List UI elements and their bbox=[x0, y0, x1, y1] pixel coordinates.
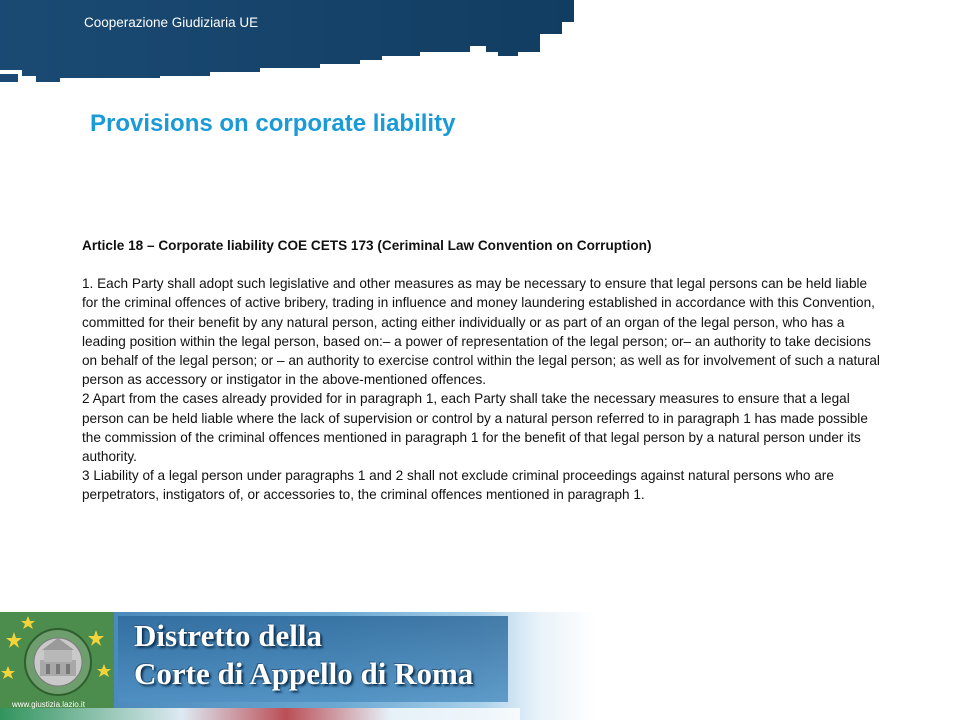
footer-url: www.giustizia.lazio.it bbox=[12, 700, 85, 709]
emblem-icon bbox=[18, 622, 98, 696]
header-band bbox=[0, 0, 960, 90]
slide-title: Provisions on corporate liability bbox=[90, 110, 456, 137]
slide-body bbox=[82, 236, 882, 505]
footer-district-line: Distretto della bbox=[134, 618, 322, 653]
paragraph-2: 2 Apart from the cases already provided for in paragraph 1, each Party shall take the necessary measures to ensure that a legal person can be held liable where the lack of supervision or control by a natural person referred to in paragraph 1 has made possible the commission of the criminal offences mentioned in paragraph 1 for the benefit of that legal person by a natural person under its authority. bbox=[82, 391, 868, 465]
header-title: Cooperazione Giudiziaria UE bbox=[84, 15, 259, 30]
paragraph-1: 1. Each Party shall adopt such legislative and other measures as may be necessary to ensure that legal persons can be held liable for the criminal offences of active bribery, trading in influence and money laundering established in accordance with this Convention, committed for their benefit by any natural person, acting either individually or as part of an organ of the legal person, who has a leading position within the legal person, based on:– a power of representation of the legal person; or– an authority to take decisions on behalf of the legal person; or – an authority to exercise control within the legal person; as well as for involvement of such a natural person as accessory or instigator in the above-mentioned offences. bbox=[82, 276, 880, 388]
paragraph-3: 3 Liability of a legal person under paragraphs 1 and 2 shall not exclude criminal proceedings against natural persons who are perpetrators, instigators of, or accessories to, the criminal offences mentioned in paragraph 1. bbox=[82, 468, 834, 503]
paragraph-spacer bbox=[82, 255, 882, 274]
footer-court-line: Corte di Appello di Roma bbox=[134, 656, 474, 691]
article-heading: Article 18 – Corporate liability COE CETS 173 (Ceriminal Law Convention on Corruption) bbox=[82, 238, 652, 253]
